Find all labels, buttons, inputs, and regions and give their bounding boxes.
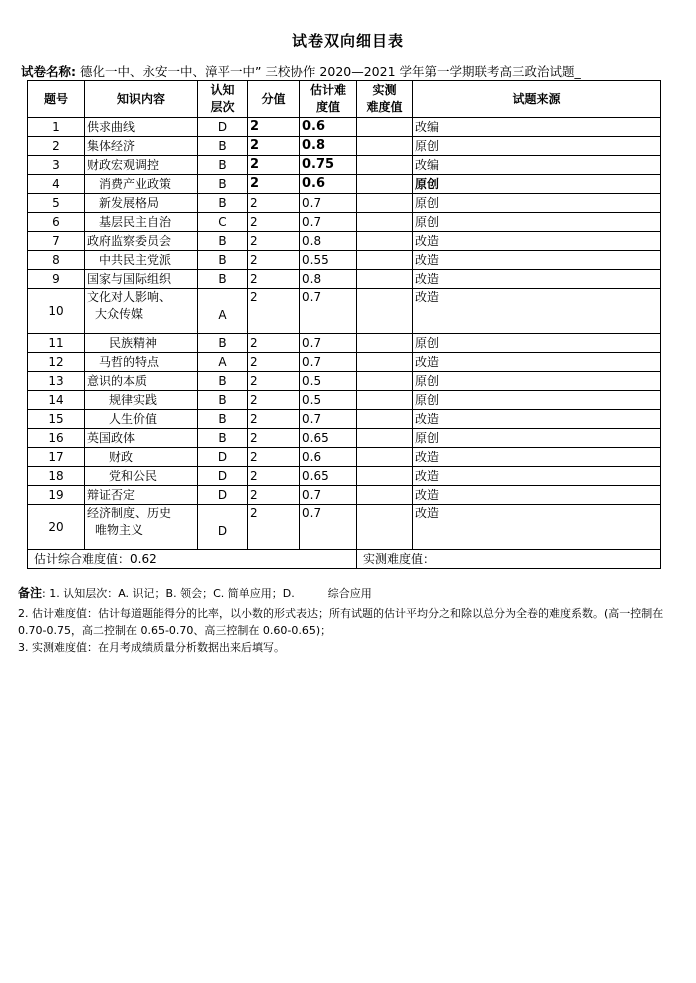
cell-no: 14 [28, 391, 85, 410]
cell-no: 11 [28, 334, 85, 353]
cell-source: 改造 [413, 410, 661, 429]
cell-actual [357, 410, 413, 429]
cell-no: 12 [28, 353, 85, 372]
document-title: 试卷双向细目表 [291, 32, 404, 50]
cell-actual [357, 467, 413, 486]
cell-score: 2 [248, 118, 300, 137]
header-actual-difficulty: 实测 难度值 [357, 81, 413, 118]
table-row [28, 448, 661, 467]
cell-knowledge: 新发展格局 [85, 194, 198, 213]
notes-label: 备注 [18, 586, 43, 600]
cell-difficulty: 0.65 [300, 467, 357, 486]
cell-level: B [198, 270, 248, 289]
cell-knowledge: 文化对人影响、 大众传媒 [85, 289, 198, 334]
table-row [28, 194, 661, 213]
cell-level: B [198, 251, 248, 270]
cell-knowledge: 供求曲线 [85, 118, 198, 137]
table-row [28, 467, 661, 486]
cell-no: 3 [28, 156, 85, 175]
cell-level: B [198, 137, 248, 156]
cell-source: 改造 [413, 448, 661, 467]
cell-actual [357, 353, 413, 372]
cell-score: 2 [248, 213, 300, 232]
cell-level: B [198, 391, 248, 410]
cell-knowledge: 消费产业政策 [85, 175, 198, 194]
cell-level: B [198, 156, 248, 175]
cell-difficulty: 0.7 [300, 289, 357, 334]
cell-actual [357, 391, 413, 410]
cell-difficulty: 0.5 [300, 391, 357, 410]
cell-score: 2 [248, 391, 300, 410]
cell-source: 改造 [413, 353, 661, 372]
cell-no: 18 [28, 467, 85, 486]
cell-level: B [198, 194, 248, 213]
cell-level: A [198, 353, 248, 372]
cell-source: 改造 [413, 251, 661, 270]
cell-no: 10 [28, 289, 85, 334]
cell-no: 6 [28, 213, 85, 232]
cell-level: D [198, 486, 248, 505]
cell-knowledge: 人生价值 [85, 410, 198, 429]
cell-no: 20 [28, 505, 85, 550]
table-row [28, 289, 661, 334]
cell-score: 2 [248, 289, 300, 334]
cell-no: 16 [28, 429, 85, 448]
cell-difficulty: 0.8 [300, 232, 357, 251]
header-level: 认知 层次 [198, 81, 248, 118]
cell-knowledge: 集体经济 [85, 137, 198, 156]
cell-source: 改编 [413, 118, 661, 137]
cell-actual [357, 194, 413, 213]
cell-actual [357, 372, 413, 391]
table-row [28, 251, 661, 270]
cell-knowledge: 党和公民 [85, 467, 198, 486]
cell-level: C [198, 213, 248, 232]
cell-score: 2 [248, 137, 300, 156]
cell-source: 原创 [413, 213, 661, 232]
cell-no: 19 [28, 486, 85, 505]
table-row [28, 486, 661, 505]
cell-no: 4 [28, 175, 85, 194]
table-row [28, 137, 661, 156]
cell-level: B [198, 232, 248, 251]
cell-knowledge: 辩证否定 [85, 486, 198, 505]
table-row [28, 270, 661, 289]
actual-overall-difficulty: 实测难度值： [357, 550, 661, 569]
cell-level: B [198, 372, 248, 391]
cell-difficulty: 0.5 [300, 372, 357, 391]
cell-score: 2 [248, 270, 300, 289]
cell-source: 原创 [413, 391, 661, 410]
cell-difficulty: 0.65 [300, 429, 357, 448]
cell-source: 改造 [413, 486, 661, 505]
paper-name-label: 试卷名称: [21, 64, 76, 79]
cell-source: 改造 [413, 505, 661, 550]
cell-level: D [198, 467, 248, 486]
cell-actual [357, 137, 413, 156]
cell-no: 13 [28, 372, 85, 391]
table-row [28, 156, 661, 175]
cell-no: 9 [28, 270, 85, 289]
estimated-overall-difficulty: 估计综合难度值：0.62 [28, 550, 357, 569]
cell-knowledge: 基层民主自治 [85, 213, 198, 232]
spec-table [27, 80, 661, 569]
cell-actual [357, 486, 413, 505]
cell-difficulty: 0.8 [300, 270, 357, 289]
paper-name-value: 德化一中、永安一中、漳平一中” 三校协作 2020—2021 学年第一学期联考高三政治试题_ [79, 64, 581, 79]
note-line-2: 2. 估计难度值：估计每道题能得分的比率，以小数的形式表达；所有试题的估计平均分之和除以总分为全卷的难度系数。(高一控制在 0.70-0.75，高二控制在 0.65-0.70、高三控制在 0.60-0.65)； [18, 607, 664, 637]
cell-actual [357, 429, 413, 448]
cell-source: 原创 [413, 194, 661, 213]
cell-no: 15 [28, 410, 85, 429]
header-estimated-difficulty: 估计难 度值 [300, 81, 357, 118]
cell-no: 17 [28, 448, 85, 467]
cell-no: 2 [28, 137, 85, 156]
cell-score: 2 [248, 334, 300, 353]
cell-level: B [198, 175, 248, 194]
cell-score: 2 [248, 410, 300, 429]
cell-source: 改造 [413, 232, 661, 251]
cell-knowledge: 马哲的特点 [85, 353, 198, 372]
table-row [28, 391, 661, 410]
cell-source: 原创 [413, 372, 661, 391]
cell-difficulty: 0.7 [300, 353, 357, 372]
header-row [28, 81, 661, 118]
cell-score: 2 [248, 429, 300, 448]
summary-row [28, 550, 661, 569]
cell-source: 原创 [413, 175, 661, 194]
cell-difficulty: 0.7 [300, 213, 357, 232]
cell-difficulty: 0.7 [300, 194, 357, 213]
cell-no: 1 [28, 118, 85, 137]
cell-knowledge: 经济制度、历史 唯物主义 [85, 505, 198, 550]
cell-actual [357, 251, 413, 270]
cell-actual [357, 156, 413, 175]
cell-actual [357, 232, 413, 251]
cell-score: 2 [248, 353, 300, 372]
cell-knowledge: 中共民主党派 [85, 251, 198, 270]
table-row [28, 213, 661, 232]
cell-difficulty: 0.7 [300, 486, 357, 505]
table-row [28, 334, 661, 353]
cell-actual [357, 118, 413, 137]
cell-source: 原创 [413, 137, 661, 156]
table-row [28, 118, 661, 137]
cell-level: B [198, 429, 248, 448]
cell-score: 2 [248, 156, 300, 175]
cell-no: 8 [28, 251, 85, 270]
cell-difficulty: 0.75 [300, 156, 357, 175]
cell-knowledge: 财政宏观调控 [85, 156, 198, 175]
cell-score: 2 [248, 232, 300, 251]
table-row [28, 410, 661, 429]
cell-difficulty: 0.7 [300, 334, 357, 353]
cell-actual [357, 448, 413, 467]
cell-level: D [198, 505, 248, 550]
cell-score: 2 [248, 175, 300, 194]
cell-difficulty: 0.6 [300, 448, 357, 467]
cell-actual [357, 289, 413, 334]
table-row [28, 429, 661, 448]
cell-knowledge: 英国政体 [85, 429, 198, 448]
cell-actual [357, 334, 413, 353]
cell-difficulty: 0.6 [300, 118, 357, 137]
cell-level: B [198, 334, 248, 353]
cell-knowledge: 财政 [85, 448, 198, 467]
cell-actual [357, 505, 413, 550]
table-row [28, 175, 661, 194]
header-no: 题号 [28, 81, 85, 118]
cell-source: 改造 [413, 270, 661, 289]
cell-difficulty: 0.7 [300, 505, 357, 550]
header-knowledge: 知识内容 [85, 81, 198, 118]
notes-section [18, 585, 673, 656]
cell-score: 2 [248, 467, 300, 486]
cell-knowledge: 民族精神 [85, 334, 198, 353]
cell-source: 原创 [413, 334, 661, 353]
header-source: 试题来源 [413, 81, 661, 118]
cell-actual [357, 175, 413, 194]
cell-level: A [198, 289, 248, 334]
cell-level: B [198, 410, 248, 429]
cell-source: 改编 [413, 156, 661, 175]
cell-knowledge: 政府监察委员会 [85, 232, 198, 251]
note-line-3: 3. 实测难度值：在月考成绩质量分析数据出来后填写。 [18, 641, 285, 654]
cell-difficulty: 0.8 [300, 137, 357, 156]
cell-score: 2 [248, 448, 300, 467]
cell-source: 改造 [413, 289, 661, 334]
note-line-1: 备注: 1. 认知层次：A. 识记；B. 领会；C. 简单应用；D. 综合应用 [18, 586, 372, 600]
cell-knowledge: 规律实践 [85, 391, 198, 410]
cell-score: 2 [248, 372, 300, 391]
cell-actual [357, 270, 413, 289]
cell-level: D [198, 448, 248, 467]
table-row [28, 372, 661, 391]
cell-score: 2 [248, 505, 300, 550]
cell-actual [357, 213, 413, 232]
table-row [28, 505, 661, 550]
cell-no: 7 [28, 232, 85, 251]
cell-score: 2 [248, 486, 300, 505]
cell-knowledge: 意识的本质 [85, 372, 198, 391]
table-row [28, 353, 661, 372]
cell-level: D [198, 118, 248, 137]
paper-name-line [21, 62, 581, 80]
cell-score: 2 [248, 251, 300, 270]
cell-difficulty: 0.7 [300, 410, 357, 429]
cell-source: 原创 [413, 429, 661, 448]
cell-difficulty: 0.55 [300, 251, 357, 270]
cell-difficulty: 0.6 [300, 175, 357, 194]
cell-score: 2 [248, 194, 300, 213]
cell-source: 改造 [413, 467, 661, 486]
cell-no: 5 [28, 194, 85, 213]
cell-knowledge: 国家与国际组织 [85, 270, 198, 289]
header-score: 分值 [248, 81, 300, 118]
table-row [28, 232, 661, 251]
